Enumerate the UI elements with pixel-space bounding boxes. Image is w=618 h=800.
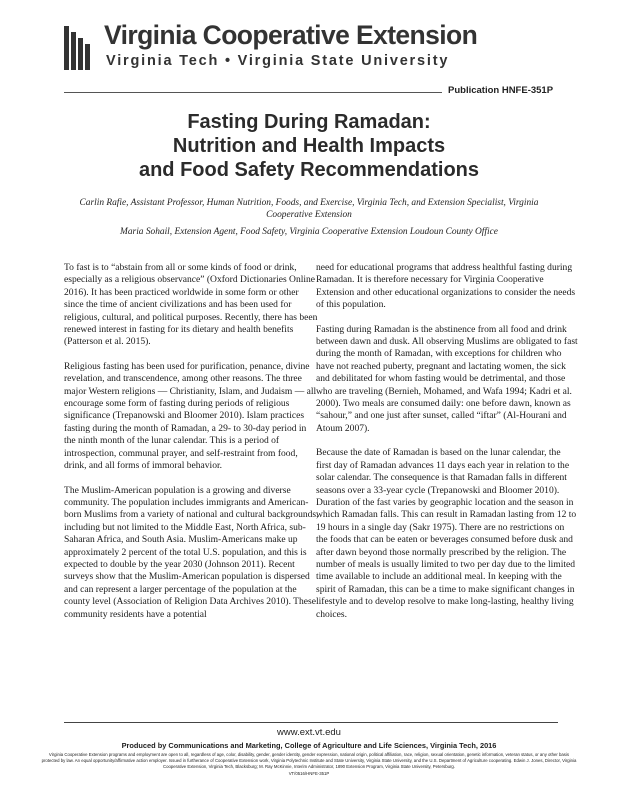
body-paragraph: Religious fasting has been used for purification, penance, divine revelation, and transcendence, among other reasons. The three major Western religions — Christianity, Islam, and Judaism — all encourage some form of fasting during periods of religious significance (Trepanowski and Bloomer 2010). Islam practices fasting during the month of Ramadan, a 29- to 30-day period in the ninth month of the lunar calendar. This is a period of introspection, communal prayer, and self-restraint from food, drink, and all forms of immoral behavior. (64, 360, 317, 472)
document-title (0, 110, 618, 182)
footer-url[interactable]: www.ext.vt.edu (277, 727, 341, 738)
org-subtitle: Virginia Tech • Virginia State University (106, 53, 450, 69)
footer-fine-print: Virginia Cooperative Extension programs and employment are open to all, regardless of age, color, disability, gender, gender identity, gender expression, national origin, political affiliation, race, religion, sexual orientation, genetic information, veteran status, or any other basis protected by law. An equal opportunity/affirmative action employer. Issued in furtherance of Cooperative Extension work, Virginia Polytechnic Institute and State University, Virginia State University, and the U.S. Department of Agriculture cooperating. Edwin J. Jones, Director, Virginia Cooperative Extension, Virginia Tech, Blacksburg; M. Ray McKinnie, Interim Administrator, 1890 Extension Program, Virginia State University, Petersburg. (41, 752, 577, 769)
body-column-right (316, 262, 578, 633)
author-block (70, 197, 548, 243)
publication-number: Publication HNFE-351P (448, 85, 554, 96)
header-rule (64, 92, 442, 93)
footer-rule (64, 722, 558, 723)
vce-logo-icon (64, 26, 96, 70)
footer-code: VT/0516/HNFE-351P (288, 771, 330, 776)
vce-logo (64, 20, 544, 84)
body-paragraph: need for educational programs that address healthful fasting during Ramadan. It is therefore necessary for Virginia Cooperative Extension and other educational organizations to consider the needs of this population. (316, 262, 576, 311)
body-paragraph: Because the date of Ramadan is based on the lunar calendar, the first day of Ramadan advances 11 days each year in relation to the solar calendar. The consequence is that Ramadan falls in different seasons over a 33-year cycle (Trepanowski and Bloomer 2010). Duration of the fast varies by geographic location and the season in which Ramadan falls. This can result in Ramadan lasting from 12 to 19 hours in a single day (Sakr 1975). There are no restrictions on the foods that can be eaten or beverages consumed before dusk and after dawn beyond those normally prescribed by the religion. The number of meals is usually limited to two per day due to the limited time available to include an additional meal. In keeping with the spirit of Ramadan, this can be a time to make significant changes in lifestyle and to develop resolve to make long-lasting, healthy living choices. (316, 447, 577, 620)
body-paragraph: To fast is to “abstain from all or some kinds of food or drink, especially as a religious observance” (Oxford Dictionaries Online 2016). It has been practiced worldwide in some form or other since the time of ancient civilizations and has been used for religious, cultural, and political purposes. Recently, there has been renewed interest in fasting for its dietary and health benefits (Patterson et al. 2015). (64, 262, 318, 348)
title-line: Nutrition and Health Impacts (172, 135, 446, 157)
title-line: Fasting During Ramadan: (187, 111, 431, 133)
title-line: and Food Safety Recommendations (138, 159, 480, 181)
footer-produced: Produced by Communications and Marketing, College of Agriculture and Life Sciences, Virginia Tech, 2016 (121, 741, 497, 750)
org-name: Virginia Cooperative Extension (104, 20, 478, 50)
body-paragraph: The Muslim-American population is a growing and diverse community. The population includes immigrants and American-born Muslims from a variety of national and cultural backgrounds, including but not limited to the Middle East, North Africa, sub-Saharan Africa, and South Asia. Muslim-Americans make up approximately 2 percent of the total U.S. population, and this is expected to double by the year 2030 (Johnson 2011). Recent surveys show that the Muslim-American population is dispersed and can represent a larger percentage of the population at the county level (Association of Religion Data Archives 2010). These community residents have a potential (64, 484, 319, 620)
body-column-left (64, 262, 320, 633)
body-paragraph: Fasting during Ramadan is the abstinence from all food and drink between dawn and dusk. All observing Muslims are obligated to fast during the month of Ramadan, with exceptions for children who have not reached puberty, pregnant and lactating women, the sick and debilitated for whom fasting would be detrimental, and those who are traveling (Bernieh, Mohamed, and Wafa 1994; Kadri et al. 2000). Two meals are consumed daily: one before dawn, known as “sahour,” and one just after sunset, called “iftar” (Al-Hourani and Atoum 2007). (316, 323, 578, 434)
author-line: Maria Sohail, Extension Agent, Food Safety, Virginia Cooperative Extension Loudoun County Office (120, 227, 498, 237)
footer (40, 727, 578, 776)
author-line: Carlin Rafie, Assistant Professor, Human Nutrition, Foods, and Exercise, Virginia Tech, and Extension Specialist, Virginia Cooperative Extension (79, 198, 539, 220)
